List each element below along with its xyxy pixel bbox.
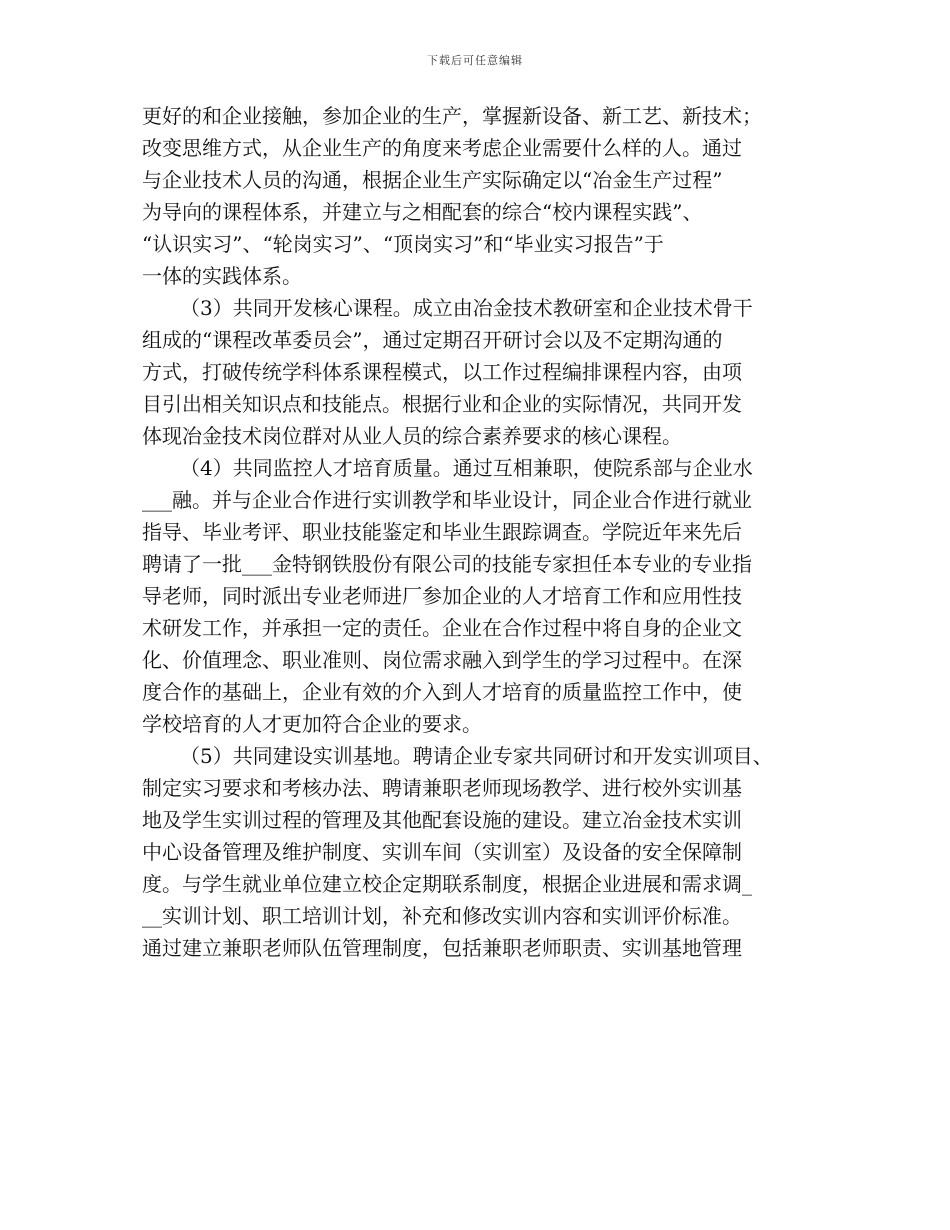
text-line: 更好的和企业接触，参加企业的生产，掌握新设备、新工艺、新技术； <box>142 104 762 128</box>
text-line: 导老师，同时派出专业老师进厂参加企业的人才培育工作和应用性技 <box>142 584 742 608</box>
text-line: 制定实习要求和考核办法、聘请兼职老师现场教学、进行校外实训基 <box>142 776 742 800</box>
text-line: ___融。并与企业合作进行实训教学和毕业设计，同企业合作进行就业 <box>142 488 752 512</box>
text-line: 学校培育的人才更加符合企业的要求。 <box>142 712 482 736</box>
text-line: 目引出相关知识点和技能点。根据行业和企业的实际情况，共同开发 <box>142 392 742 416</box>
paragraph-3 <box>142 452 812 740</box>
paragraph-1 <box>142 100 812 292</box>
text-line: （5）共同建设实训基地。聘请企业专家共同研讨和开发实训项目、 <box>180 744 773 768</box>
text-line: 为导向的课程体系，并建立与之相配套的综合“校内课程实践”、 <box>142 200 703 224</box>
text-line: 化、价值理念、职业准则、岗位需求融入到学生的学习过程中。在深 <box>142 648 742 672</box>
text-line: “认识实习”、“轮岗实习”、“顶岗实习”和“毕业实习报告”于 <box>142 232 664 256</box>
text-line: 地及学生实训过程的管理及其他配套设施的建设。建立冶金技术实训 <box>142 808 742 832</box>
text-line: 通过建立兼职老师队伍管理制度，包括兼职老师职责、实训基地管理 <box>142 936 742 960</box>
text-line: 改变思维方式，从企业生产的角度来考虑企业需要什么样的人。通过 <box>142 136 742 160</box>
text-line: 与企业技术人员的沟通，根据企业生产实际确定以“冶金生产过程” <box>142 168 723 192</box>
paragraph-2 <box>142 292 812 452</box>
text-line: 方式，打破传统学科体系课程模式，以工作过程编排课程内容，由项 <box>142 360 742 384</box>
text-line: 度。与学生就业单位建立校企定期联系制度，根据企业进展和需求调_ <box>142 872 752 896</box>
text-line: （3）共同开发核心课程。成立由冶金技术教研室和企业技术骨干 <box>180 296 753 320</box>
text-line: 一体的实践体系。 <box>142 264 302 288</box>
text-line: 术研发工作，并承担一定的责任。企业在合作过程中将自身的企业文 <box>142 616 742 640</box>
page-header: 下载后可任意编辑 <box>427 54 523 67</box>
text-line: __实训计划、职工培训计划，补充和修改实训内容和实训评价标准。 <box>142 904 742 928</box>
text-line: （4）共同监控人才培育质量。通过互相兼职，使院系部与企业水 <box>180 456 753 480</box>
document-body <box>142 100 812 964</box>
text-line: 中心设备管理及维护制度、实训车间（实训室）及设备的安全保障制 <box>142 840 742 864</box>
text-line: 聘请了一批___金特钢铁股份有限公司的技能专家担任本专业的专业指 <box>142 552 752 576</box>
paragraph-4 <box>142 740 812 964</box>
text-line: 体现冶金技术岗位群对从业人员的综合素养要求的核心课程。 <box>142 424 682 448</box>
text-line: 度合作的基础上，企业有效的介入到人才培育的质量监控工作中，使 <box>142 680 742 704</box>
text-line: 组成的“课程改革委员会”，通过定期召开研讨会以及不定期沟通的 <box>142 328 723 352</box>
text-line: 指导、毕业考评、职业技能鉴定和毕业生跟踪调查。学院近年来先后 <box>142 520 742 544</box>
